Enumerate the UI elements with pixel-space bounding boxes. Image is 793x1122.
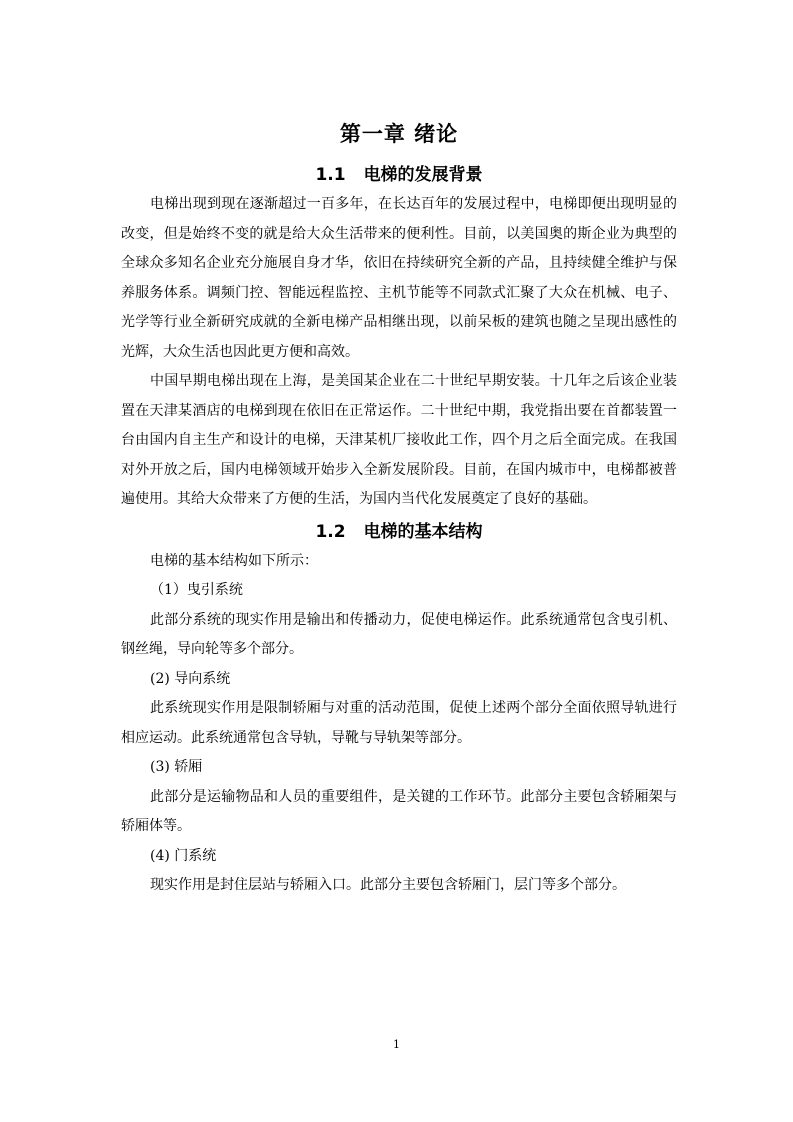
section-intro: 电梯的基本结构如下所示： — [150, 552, 318, 569]
chapter-title: 第一章 绪论 — [339, 122, 459, 146]
page-content — [121, 118, 677, 901]
list-item-heading: （1）曳引系统 — [150, 582, 243, 598]
list-item-heading: (3) 轿厢 — [150, 759, 203, 775]
list-item-text: 此部分系统的现实作用是输出和传播动力，促使电梯运作。此系统通常包含曳引机、钢丝绳，导向轮等多个部分。 — [121, 611, 677, 657]
page-number: 1 — [393, 1038, 400, 1051]
list-item-heading: (4) 门系统 — [150, 847, 217, 864]
section-number: 1.2 — [315, 521, 346, 542]
paragraph: 电梯出现到现在逐渐超过一百多年，在长达百年的发展过程中，电梯即便出现明显的改变，但是始终不变的就是给大众生活带来的便利性。目前，以美国奥的斯企业为典型的全球众多知名企业充分施展自身才华，依旧在持续研究全新的产品，且持续健全维护与保养服务体系。调频门控、智能远程监控、主机节能等不同款式汇聚了大众在机械、电子、光学等行业全新研究成就的全新电梯产品相继出现，以前呆板的建筑也随之呈现出感性的光辉，大众生活也因此更方便和高效。 — [121, 196, 677, 360]
section-heading-1-2 — [121, 519, 677, 545]
paragraph: 中国早期电梯出现在上海，是美国某企业在二十世纪早期安装。十几年之后该企业装置在天津某酒店的电梯到现在依旧在正常运作。二十世纪中期，我党指出要在首都装置一台由国内自主生产和设计的电梯，天津某机厂接收此工作，四个月之后全面完成。在我国对外开放之后，国内电梯领域开始步入全新发展阶段。目前，在国内城市中，电梯都被普遍使用。其给大众带来了方便的生活，为国内当代化发展奠定了良好的基础。 — [121, 373, 677, 507]
section-title: 电梯的基本结构 — [363, 521, 483, 542]
list-item-heading: (2) 导向系统 — [150, 670, 231, 687]
section-number: 1.1 — [315, 165, 346, 185]
section-heading-1-1 — [121, 162, 677, 188]
list-item-text: 现实作用是封住层站与轿厢入口。此部分主要包含轿厢门，层门等多个部分。 — [150, 877, 626, 893]
section-title: 电梯的发展背景 — [363, 165, 483, 185]
list-item-text: 此系统现实作用是限制轿厢与对重的活动范围，促使上述两个部分全面依照导轨进行相应运动。此系统通常包含导轨，导靴与导轨架等部分。 — [121, 700, 677, 746]
list-item-text: 此部分是运输物品和人员的重要组件，是关键的工作环节。此部分主要包含轿厢架与轿厢体等。 — [121, 788, 677, 834]
